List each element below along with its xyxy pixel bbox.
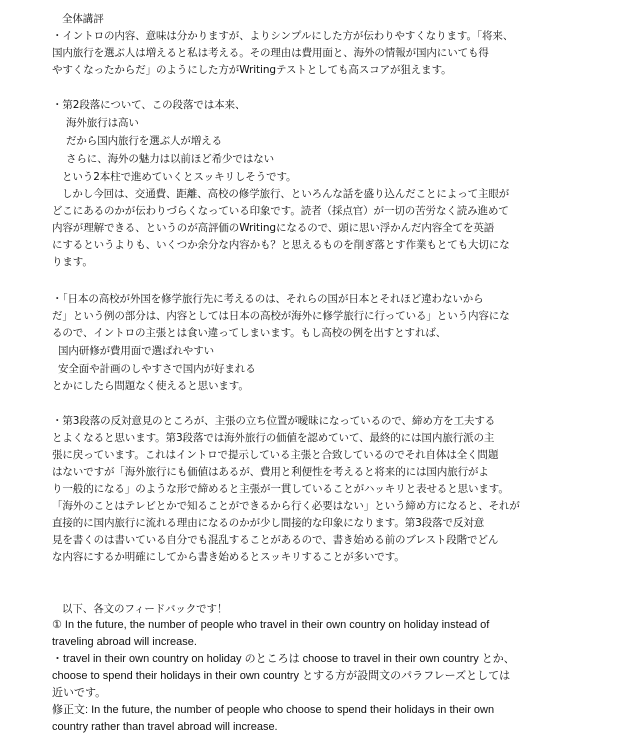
paragraph-line: とかにしたら問題なく使えると思います。 — [52, 380, 249, 392]
paragraph-line: にするというよりも、いくつか余分な内容かも？と思えるものを削ぎ落とす作業もとても大切にな — [52, 239, 510, 251]
feedback-item-line: ① In the future, the number of people who travel in their own country on holiday instead of — [52, 619, 490, 631]
paragraph-line: だ」という例の部分は、内容としては日本の高校が海外に修学旅行に行っている」という内容にな — [52, 310, 510, 322]
paragraph-line: とよくなると思います。第3段落では海外旅行の価値を認めていて、最終的には国内旅行派の主 — [52, 432, 495, 444]
feedback-heading: 以下、各文のフィードバックです！ — [62, 603, 228, 615]
feedback-comment-line: 近いです。 — [52, 687, 107, 699]
paragraph-line: はないですが「海外旅行にも価値はあるが、費用と利便性を考えると将来的には国内旅行がよ — [52, 466, 489, 478]
paragraph-line: ・第2段落について、この段落では本来、 — [52, 99, 246, 111]
paragraph-line: ・「日本の高校が外国を修学旅行先に考えるのは、それらの国が日本とそれほど違わないから — [52, 293, 484, 305]
correction-line: country rather than travel abroad will increase. — [52, 721, 278, 733]
paragraph-line: やすくなったからだ」のようにした方がWritingテストとしても高スコアが狙えます。 — [52, 64, 452, 76]
paragraph-line: どこにあるのかが伝わりづらくなっている印象です。読者（採点官）が一切の苦労なく読み進めて — [52, 205, 509, 217]
paragraph-line: 国内研修が費用面で選ばれやすい — [58, 345, 214, 357]
paragraph-line: 見を書くのは書いている自分でも混乱することがあるので、書き始める前のブレスト段階でどん — [52, 534, 499, 546]
paragraph-line: 「海外のことはテレビとかで知ることができるから行く必要はない」という締め方になると、それが — [52, 500, 520, 512]
paragraph-line: 海外旅行は高い — [66, 117, 139, 129]
paragraph-line: ります。 — [52, 256, 93, 268]
paragraph-line: 安全面や計画のしやすさで国内が好まれる — [58, 363, 256, 375]
paragraph-line: るので、イントロの主張とは食い違ってしまいます。もし高校の例を出すとすれば、 — [52, 327, 447, 339]
paragraph-line: な内容にするか明確にしてから書き始めるとスッキリすることが多いです。 — [52, 551, 405, 563]
feedback-comment-line: ・travel in their own country on holiday のところは choose to travel in their own country とか、 — [52, 653, 515, 665]
feedback-item-line: traveling abroad will increase. — [52, 636, 197, 648]
paragraph-line: ・第3段落の反対意見のところが、主張の立ち位置が曖昧になっているので、締め方を工夫する — [52, 415, 496, 427]
paragraph-line: 国内旅行を選ぶ人は増えると私は考える。その理由は費用面と、海外の情報が国内にいても得 — [52, 47, 489, 59]
paragraph-line: ・イントロの内容、意味は分かりますが、よりシンプルにした方が伝わりやすくなります。「将来、 — [52, 30, 514, 42]
feedback-comment-line: choose to spend their holidays in their own country とする方が設問文のパラフレーズとしては — [52, 670, 511, 682]
paragraph-line: という2本柱で進めていくとスッキリしそうです。 — [62, 171, 297, 183]
correction-line: 修正文: In the future, the number of people who choose to spend their holidays in their own — [52, 704, 495, 716]
document-title: 全体講評 — [62, 13, 104, 25]
paragraph-line: 張に戻っています。これはイントロで提示している主張と合致しているのでそれ自体は全く問題 — [52, 449, 499, 461]
paragraph-line: 直接的に国内旅行に流れる理由になるのかが少し間接的な印象になります。第3段落で反対意 — [52, 517, 485, 529]
paragraph-line: さらに、海外の魅力は以前ほど希少ではない — [66, 153, 274, 165]
paragraph-line: り一般的になる」のような形で締めると主張が一貫していることがハッキリと表せると思います。 — [52, 483, 509, 495]
paragraph-line: しかし今回は、交通費、距離、高校の修学旅行、といろんな話を盛り込んだことによって主眼が — [62, 188, 510, 200]
paragraph-line: だから国内旅行を選ぶ人が増える — [66, 135, 222, 147]
paragraph-line: 内容が理解できる、というのが高評価のWritingになるので、頭に思い浮かんだ内容全てを英語 — [52, 222, 495, 234]
